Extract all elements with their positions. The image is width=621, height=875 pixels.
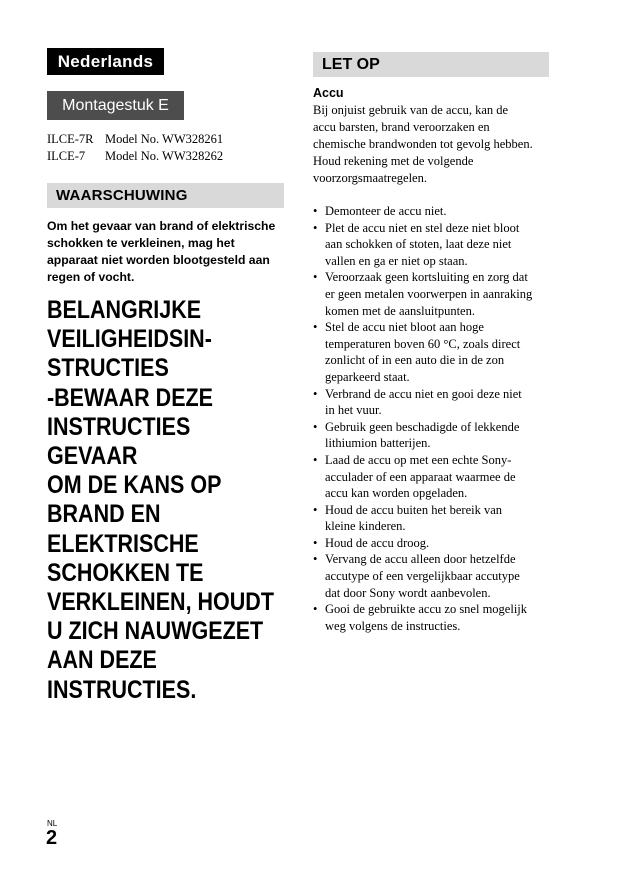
intro-line: chemische brandwonden tot gevolg hebben. (313, 137, 533, 151)
warning-heading: WAARSCHUWING (47, 183, 284, 208)
heading-line: VERKLEINEN, HOUDT (47, 588, 274, 617)
heading-line: U ZICH NAUWGEZET (47, 617, 264, 646)
heading-line: AAN DEZE (47, 646, 157, 675)
page-number: 2 (46, 827, 58, 849)
precaution-line: in het vuur. (325, 403, 382, 418)
precaution-item (313, 601, 553, 634)
caution-heading: LET OP (313, 52, 549, 77)
precaution-line: dat door Sony wordt aanbevolen. (325, 585, 491, 600)
model-id: ILCE-7 (47, 149, 86, 163)
precaution-line: Houd de accu droog. (325, 535, 430, 550)
precaution-line: Houd de accu buiten het bereik van (325, 502, 503, 517)
precaution-item (313, 452, 553, 502)
battery-precautions-list (313, 203, 553, 634)
heading-line: GEVAAR (47, 442, 138, 471)
bullet-icon: • (313, 552, 318, 567)
precaution-item (313, 419, 553, 452)
precaution-line: Verbrand de accu niet en gooi deze niet (325, 386, 522, 401)
precaution-item (313, 220, 553, 270)
precaution-item (313, 502, 553, 535)
precaution-item (313, 386, 553, 419)
heading-line: VEILIGHEIDSIN- (47, 325, 212, 354)
precaution-line: Plet de accu niet en stel deze niet bloot (325, 220, 520, 235)
precaution-line: accutype of een vergelijkbaar accutype (325, 569, 520, 584)
model-id: ILCE-7R (47, 132, 94, 146)
precaution-line: Laad de accu op met een echte Sony- (325, 452, 512, 467)
precaution-line: Vervang de accu alleen door hetzelfde (325, 552, 516, 567)
warning-text: Om het gevaar van brand of elektrische schokken te verkleinen, mag het apparaat niet worden blootgesteld aan regen of vocht. (47, 219, 276, 284)
precaution-line: Demonteer de accu niet. (325, 204, 447, 218)
precaution-line: Gebruik geen beschadigde of lekkende (325, 419, 520, 434)
language-badge: Nederlands (47, 48, 164, 75)
precaution-line: er geen metalen voorwerpen in aanraking (325, 286, 533, 301)
precaution-line: aan schokken of stoten, laat deze niet (325, 237, 512, 252)
precaution-item (313, 319, 553, 385)
bullet-icon: • (313, 602, 318, 617)
precaution-line: acculader of een apparaat waarmee de (325, 469, 516, 484)
bullet-icon: • (313, 386, 318, 401)
precaution-item (313, 269, 553, 319)
bullet-icon: • (313, 220, 318, 235)
heading-line: BELANGRIJKE (47, 296, 202, 324)
precaution-line: vallen en ga er niet op staan. (325, 253, 468, 268)
bullet-icon: • (313, 419, 318, 434)
bullet-icon: • (313, 270, 318, 285)
heading-line: OM DE KANS OP (47, 471, 222, 500)
heading-line: -BEWAAR DEZE (47, 383, 214, 412)
precaution-line: Veroorzaak geen kortsluiting en zorg dat (325, 270, 528, 285)
intro-line: voorzorgsmaatregelen. (313, 171, 427, 185)
model-number: Model No. WW328262 (105, 149, 224, 163)
heading-line: BRAND EN (47, 500, 161, 529)
precaution-line: zonlicht of in een auto die in de zon (325, 353, 505, 368)
intro-line: accu barsten, brand veroorzaken en (313, 120, 490, 134)
language-code: NL (47, 819, 58, 828)
precaution-line: kleine kinderen. (325, 519, 406, 534)
precaution-line: temperaturen boven 60 °C, zoals direct (325, 336, 521, 351)
precaution-item (313, 203, 553, 220)
precaution-line: accu kan worden opgeladen. (325, 486, 468, 501)
model-row (47, 148, 223, 165)
model-row (47, 131, 223, 148)
heading-line: STRUCTIES (47, 354, 169, 383)
model-number: Model No. WW328261 (105, 132, 224, 146)
bullet-icon: • (313, 502, 318, 517)
precaution-line: geparkeerd staat. (325, 369, 410, 384)
intro-line: Bij onjuist gebruik van de accu, kan de (313, 103, 509, 117)
heading-line: SCHOKKEN TE (47, 558, 204, 587)
battery-subheading: Accu (313, 86, 344, 100)
precaution-item (313, 551, 553, 601)
model-list (47, 131, 223, 165)
heading-line: ELEKTRISCHE (47, 529, 199, 558)
precaution-line: weg volgens de instructies. (325, 618, 461, 633)
heading-line: INSTRUCTIES. (47, 675, 197, 704)
intro-line: Houd rekening met de volgende (313, 154, 474, 168)
battery-intro (313, 102, 553, 187)
precaution-line: Gooi de gebruikte accu zo snel mogelijk (325, 602, 528, 617)
bullet-icon: • (313, 535, 318, 550)
product-name-badge: Montagestuk E (47, 91, 184, 120)
safety-instructions-heading (47, 296, 296, 705)
heading-line: INSTRUCTIES (47, 412, 191, 441)
bullet-icon: • (313, 320, 318, 335)
bullet-icon: • (313, 204, 318, 218)
bullet-icon: • (313, 452, 318, 467)
precaution-item (313, 535, 553, 552)
precaution-line: lithiumion batterijen. (325, 436, 431, 451)
precaution-line: komen met de aansluitpunten. (325, 303, 475, 318)
precaution-line: Stel de accu niet bloot aan hoge (325, 320, 484, 335)
